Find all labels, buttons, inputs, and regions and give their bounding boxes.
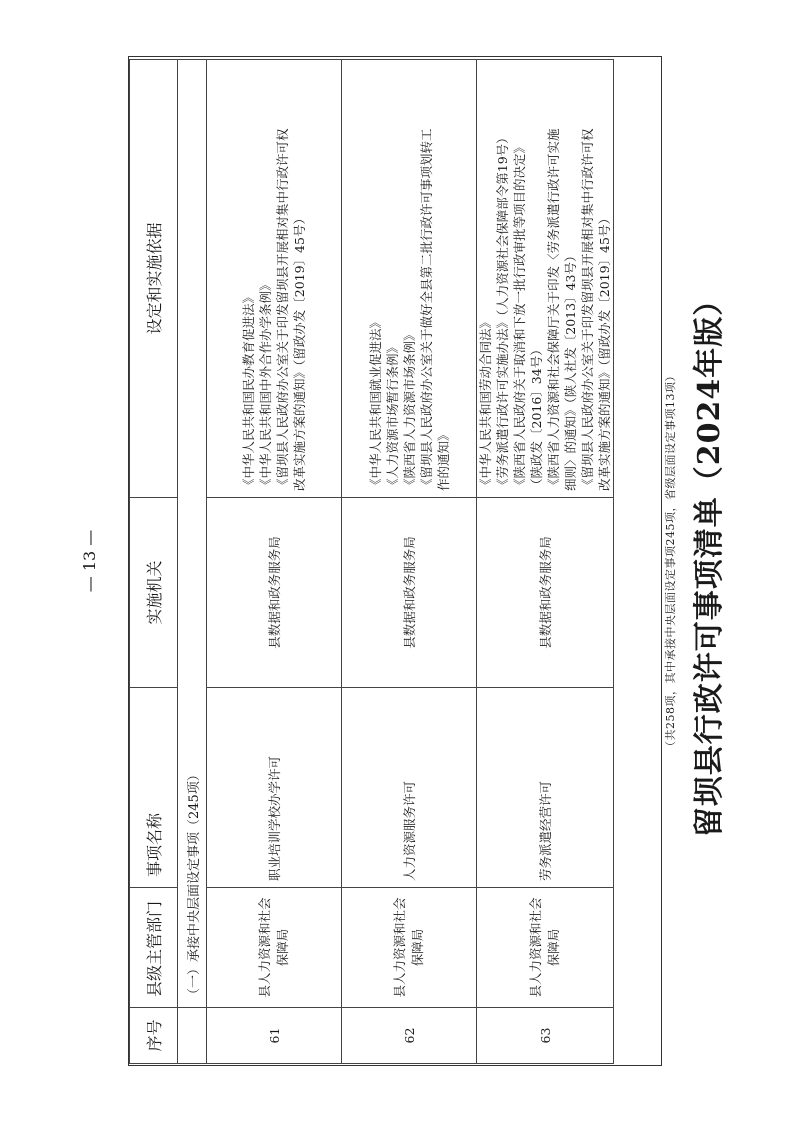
row-basis: [477, 60, 614, 498]
row-item: 劳务派遣经营许可: [477, 688, 614, 888]
row-seq: 61: [207, 1008, 342, 1064]
header-seq: 序号: [130, 1008, 178, 1064]
table-row: [207, 60, 342, 1064]
permission-table: [129, 59, 614, 1064]
section-title: （一）承接中央层面设定事项（245项）: [178, 60, 207, 1008]
row-seq: 62: [342, 1008, 477, 1064]
basis-line: 《劳务派遣行政许可实施办法》（人力资源社会保障部令第19号）: [495, 131, 510, 491]
basis-line: 细则〉的通知》（陕人社发〔2013〕43号）: [563, 249, 578, 491]
document-title: 留坝县行政许可事项清单（2024年版）: [692, 284, 727, 838]
basis-line: 《陕西省人力资源和社会保障厅关于印发〈劳务派遣行政许可实施: [546, 128, 561, 491]
section-row: [178, 60, 207, 1064]
basis-line: 《中华人民共和国民办教育促进法》: [241, 290, 256, 491]
header-agency: 实施机关: [130, 498, 178, 688]
document-subtitle: （共258项，其中承接中央层面设定事项245项，省级层面设定事项13项）: [664, 370, 677, 752]
row-basis: [207, 60, 342, 498]
row-dept: 县人力资源和社会保障局: [342, 888, 477, 1008]
row-seq: 63: [477, 1008, 614, 1064]
header-dept: 县级主管部门: [130, 888, 178, 1008]
row-item: 人力资源服务许可: [342, 688, 477, 888]
basis-line: 《留坝县人民政府办公室关于印发留坝县开展相对集中行政许可权: [275, 128, 290, 491]
row-dept: 县人力资源和社会保障局: [477, 888, 614, 1008]
basis-line: 《人力资源市场暂行条例》: [384, 340, 400, 491]
basis-line: 改革实施方案的通知》（留政办发〔2019〕45号）: [292, 212, 307, 491]
table-row: [342, 60, 477, 1064]
page-number: — 13 —: [80, 529, 99, 593]
basis-line: 《陕西省人力资源市场条例》: [401, 328, 417, 491]
basis-line: 《中华人民共和国中外合作办学条例》: [258, 278, 273, 491]
row-basis: [342, 60, 477, 498]
basis-line: 《陕西省人民政府关于取消和下放一批行政审批等项目的决定》: [512, 140, 527, 491]
row-item: 职业培训学校办学许可: [207, 688, 342, 888]
row-agency: 县数据和政务服务局: [207, 498, 342, 688]
basis-line: 《留坝县人民政府办公室关于做好全县第二批行政许可事项划转工: [418, 128, 434, 491]
basis-line: 《留坝县人民政府办公室关于印发留坝县开展相对集中行政许可权: [580, 128, 595, 491]
basis-line: （陕政发〔2016〕34号）: [529, 343, 544, 491]
header-basis: 设定和实施依据: [130, 60, 178, 498]
row-agency: 县数据和政务服务局: [477, 498, 614, 688]
table-header-row: [130, 60, 178, 1064]
basis-line: 《中华人民共和国就业促进法》: [367, 315, 383, 491]
basis-line: 改革实施方案的通知》（留政办发〔2019〕45号）: [597, 212, 612, 491]
row-dept: 县人力资源和社会保障局: [207, 888, 342, 1008]
row-agency: 县数据和政务服务局: [342, 498, 477, 688]
basis-line: 作的通知》: [435, 428, 451, 491]
header-item: 事项名称: [130, 688, 178, 888]
table-row: [477, 60, 614, 1064]
basis-line: 《中华人民共和国劳动合同法》: [478, 315, 493, 491]
